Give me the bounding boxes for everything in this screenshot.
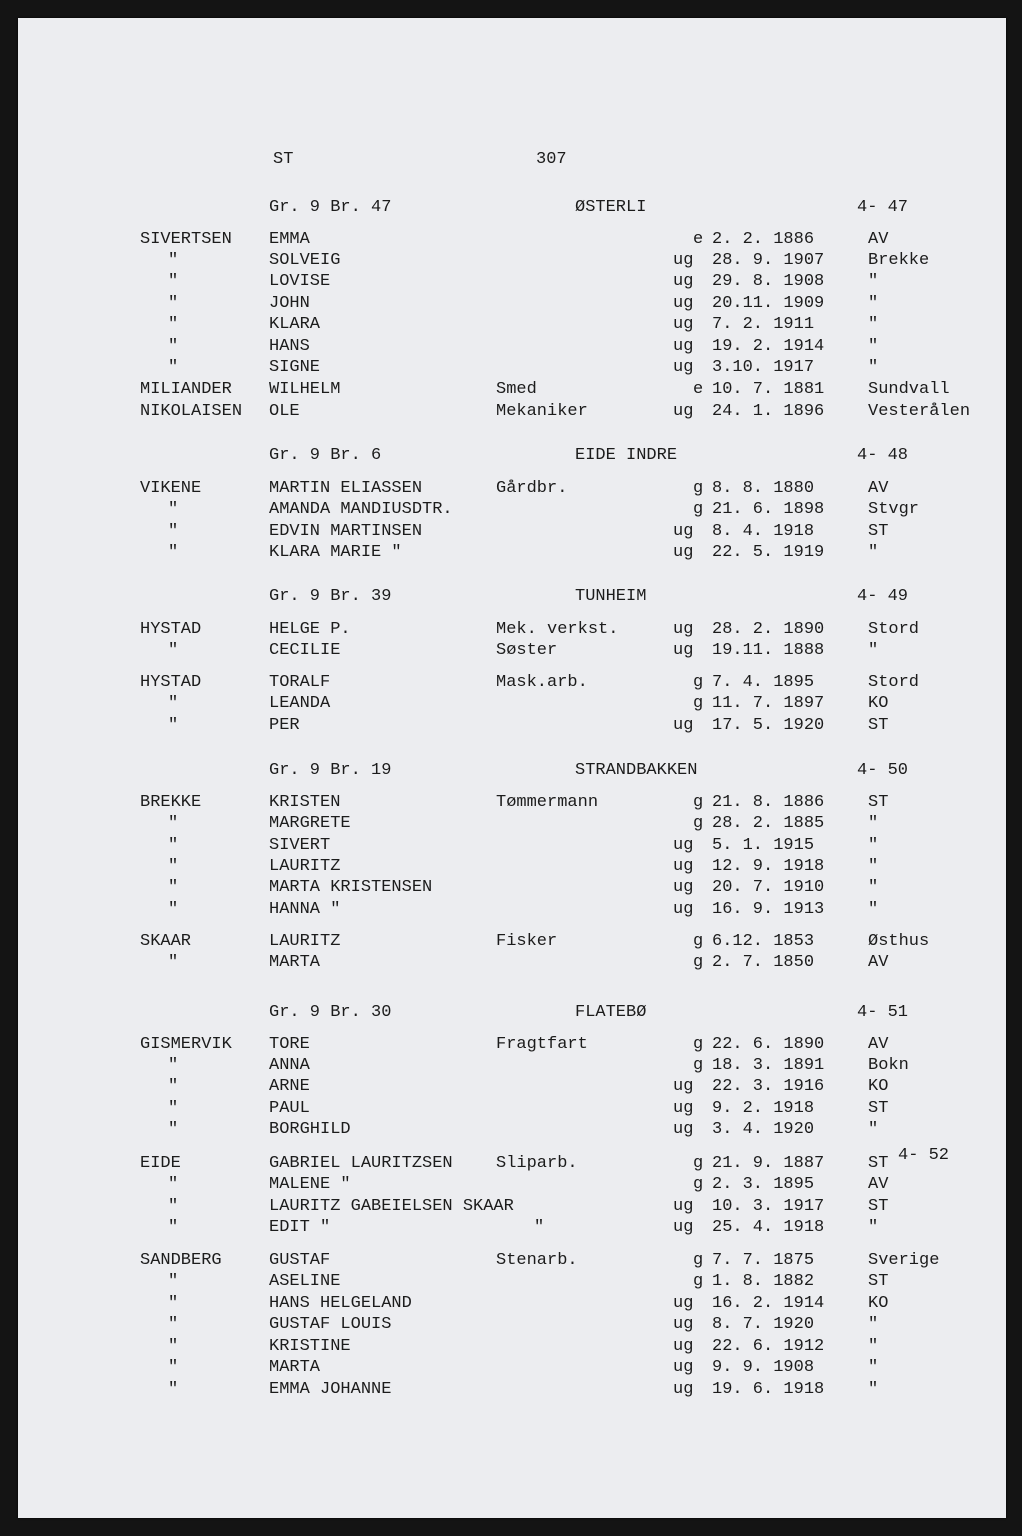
row-marital-status: ug: [673, 878, 694, 897]
row-birth-date: 16. 9. 1913: [712, 900, 825, 919]
row-given-name: EDVIN MARTINSEN: [269, 522, 423, 541]
row-marital-status: ug: [673, 1358, 694, 1377]
row-surname: ": [168, 716, 179, 735]
row-marital-status: g: [693, 479, 704, 498]
row-birthplace: Stord: [868, 620, 920, 639]
row-birthplace: Vesterålen: [868, 402, 971, 421]
row-given-name: GUSTAF LOUIS: [269, 1315, 392, 1334]
row-birth-date: 16. 2. 1914: [712, 1294, 825, 1313]
row-given-name: JOHN: [269, 294, 310, 313]
row-birth-date: 8. 4. 1918: [712, 522, 815, 541]
row-given-name: KRISTINE: [269, 1337, 351, 1356]
row-marital-status: g: [693, 673, 704, 692]
row-marital-status: ug: [673, 641, 694, 660]
row-surname: ": [168, 358, 179, 377]
row-birthplace: KO: [868, 1077, 889, 1096]
row-birthplace: ": [868, 836, 879, 855]
row-birthplace: ": [868, 878, 879, 897]
row-birth-date: 2. 3. 1895: [712, 1175, 815, 1194]
row-birth-date: 29. 8. 1908: [712, 272, 825, 291]
row-birthplace: ": [868, 1315, 879, 1334]
row-birth-date: 3. 4. 1920: [712, 1120, 815, 1139]
section-place-name: TUNHEIM: [575, 587, 647, 606]
row-occupation: Sliparb.: [496, 1154, 578, 1173]
row-marital-status: ug: [673, 272, 694, 291]
row-given-name: MALENE ": [269, 1175, 351, 1194]
row-surname: ": [168, 1380, 179, 1399]
row-marital-status: g: [693, 694, 704, 713]
row-birthplace: Sundvall: [868, 380, 950, 399]
row-surname: SANDBERG: [140, 1251, 222, 1270]
row-given-name: KLARA: [269, 315, 321, 334]
row-birth-date: 8. 7. 1920: [712, 1315, 815, 1334]
row-birth-date: 28. 9. 1907: [712, 251, 825, 270]
row-occupation: Mek. verkst.: [496, 620, 619, 639]
row-occupation: ": [534, 1218, 545, 1237]
row-given-name: SIGNE: [269, 358, 321, 377]
row-birthplace: ": [868, 315, 879, 334]
row-birthplace: ": [868, 337, 879, 356]
row-birth-date: 7. 2. 1911: [712, 315, 815, 334]
row-given-name: LAURITZ GABEIELSEN SKAAR: [269, 1197, 514, 1216]
row-surname: ": [168, 1315, 179, 1334]
row-birthplace: ": [868, 1358, 879, 1377]
row-birthplace: KO: [868, 694, 889, 713]
row-marital-status: ug: [673, 1197, 694, 1216]
row-surname: ": [168, 1099, 179, 1118]
row-birth-date: 21. 8. 1886: [712, 793, 825, 812]
row-given-name: LAURITZ: [269, 857, 341, 876]
row-birth-date: 24. 1. 1896: [712, 402, 825, 421]
section-place-name: ØSTERLI: [575, 198, 647, 217]
row-surname: EIDE: [140, 1154, 181, 1173]
row-birth-date: 10. 7. 1881: [712, 380, 825, 399]
row-birthplace: ": [868, 272, 879, 291]
row-occupation: Søster: [496, 641, 558, 660]
section-group-ref: Gr. 9 Br. 47: [269, 198, 392, 217]
row-surname: ": [168, 1337, 179, 1356]
row-occupation: Gårdbr.: [496, 479, 568, 498]
row-birth-date: 12. 9. 1918: [712, 857, 825, 876]
row-marital-status: g: [693, 1175, 704, 1194]
page-number: 307: [536, 150, 567, 169]
row-birthplace: Bokn: [868, 1056, 909, 1075]
row-marital-status: ug: [673, 1077, 694, 1096]
row-surname: MILIANDER: [140, 380, 232, 399]
row-given-name: PER: [269, 716, 300, 735]
row-occupation: Fragtfart: [496, 1035, 588, 1054]
row-marital-status: e: [693, 380, 704, 399]
row-marital-status: ug: [673, 402, 694, 421]
row-surname: ": [168, 1077, 179, 1096]
row-given-name: EDIT ": [269, 1218, 331, 1237]
row-marital-status: g: [693, 1154, 704, 1173]
row-birthplace: ": [868, 294, 879, 313]
row-given-name: GABRIEL LAURITZSEN: [269, 1154, 453, 1173]
row-surname: ": [168, 836, 179, 855]
row-occupation: Mekaniker: [496, 402, 588, 421]
row-surname: ": [168, 1294, 179, 1313]
row-given-name: LAURITZ: [269, 932, 341, 951]
row-birthplace: ST: [868, 793, 889, 812]
row-occupation: Tømmermann: [496, 793, 599, 812]
row-birthplace: ": [868, 1380, 879, 1399]
row-surname: ": [168, 814, 179, 833]
section-group-ref: Gr. 9 Br. 19: [269, 761, 392, 780]
row-given-name: LEANDA: [269, 694, 331, 713]
row-marital-status: ug: [673, 358, 694, 377]
row-surname: SKAAR: [140, 932, 192, 951]
row-birth-date: 1. 8. 1882: [712, 1272, 815, 1291]
row-birthplace: ST: [868, 1154, 889, 1173]
row-birthplace: ST: [868, 716, 889, 735]
row-birth-date: 22. 6. 1890: [712, 1035, 825, 1054]
row-birth-date: 22. 6. 1912: [712, 1337, 825, 1356]
row-marital-status: ug: [673, 522, 694, 541]
row-occupation: Fisker: [496, 932, 558, 951]
row-marital-status: ug: [673, 620, 694, 639]
row-surname: ": [168, 1175, 179, 1194]
register-listing: [18, 18, 1006, 1518]
row-marital-status: ug: [673, 294, 694, 313]
row-given-name: MARTA KRISTENSEN: [269, 878, 433, 897]
row-birth-date: 11. 7. 1897: [712, 694, 825, 713]
row-given-name: BORGHILD: [269, 1120, 351, 1139]
row-marital-status: ug: [673, 1120, 694, 1139]
row-given-name: CECILIE: [269, 641, 341, 660]
row-given-name: MARTIN ELIASSEN: [269, 479, 423, 498]
row-surname: VIKENE: [140, 479, 202, 498]
row-surname: ": [168, 953, 179, 972]
section-group-ref: Gr. 9 Br. 6: [269, 446, 382, 465]
row-birthplace: ": [868, 814, 879, 833]
row-surname: ": [168, 878, 179, 897]
page-header-left: ST: [273, 150, 294, 169]
section-group-ref: Gr. 9 Br. 30: [269, 1003, 392, 1022]
row-birthplace: Sverige: [868, 1251, 940, 1270]
row-birth-date: 20. 7. 1910: [712, 878, 825, 897]
section-code: 4- 48: [857, 446, 909, 465]
row-given-name: AMANDA MANDIUSDTR.: [269, 500, 453, 519]
row-birth-date: 6.12. 1853: [712, 932, 815, 951]
row-birth-date: 3.10. 1917: [712, 358, 815, 377]
row-marital-status: ug: [673, 315, 694, 334]
row-given-name: HANS HELGELAND: [269, 1294, 412, 1313]
row-marital-status: ug: [673, 1315, 694, 1334]
row-birth-date: 9. 2. 1918: [712, 1099, 815, 1118]
row-marital-status: ug: [673, 1294, 694, 1313]
row-surname: ": [168, 900, 179, 919]
section-group-ref: Gr. 9 Br. 39: [269, 587, 392, 606]
row-given-name: PAUL: [269, 1099, 310, 1118]
row-given-name: TORE: [269, 1035, 310, 1054]
row-birth-date: 28. 2. 1885: [712, 814, 825, 833]
row-surname: BREKKE: [140, 793, 202, 812]
section-place-name: STRANDBAKKEN: [575, 761, 698, 780]
section-code: 4- 50: [857, 761, 909, 780]
row-surname: ": [168, 1218, 179, 1237]
row-surname: ": [168, 522, 179, 541]
row-birthplace: Stord: [868, 673, 920, 692]
row-birth-date: 19. 2. 1914: [712, 337, 825, 356]
row-given-name: WILHELM: [269, 380, 341, 399]
row-surname: ": [168, 641, 179, 660]
section-place-name: EIDE INDRE: [575, 446, 678, 465]
row-given-name: LOVISE: [269, 272, 331, 291]
row-surname: GISMERVIK: [140, 1035, 232, 1054]
row-birthplace: ST: [868, 522, 889, 541]
row-birthplace: ": [868, 641, 879, 660]
row-marital-status: ug: [673, 1099, 694, 1118]
row-birthplace: ": [868, 900, 879, 919]
row-birth-date: 10. 3. 1917: [712, 1197, 825, 1216]
section-place-name: FLATEBØ: [575, 1003, 647, 1022]
row-given-name: KLARA MARIE ": [269, 543, 402, 562]
row-given-name: MARTA: [269, 953, 321, 972]
row-marital-status: ug: [673, 836, 694, 855]
row-birth-date: 5. 1. 1915: [712, 836, 815, 855]
row-birthplace: AV: [868, 1035, 889, 1054]
section-code: 4- 49: [857, 587, 909, 606]
row-given-name: SOLVEIG: [269, 251, 341, 270]
row-birth-date: 2. 2. 1886: [712, 230, 815, 249]
row-birthplace: ": [868, 1218, 879, 1237]
row-birth-date: 8. 8. 1880: [712, 479, 815, 498]
row-surname: ": [168, 251, 179, 270]
row-surname: ": [168, 315, 179, 334]
row-marital-status: g: [693, 1035, 704, 1054]
row-marital-status: ug: [673, 1218, 694, 1237]
row-surname: HYSTAD: [140, 620, 202, 639]
row-surname: ": [168, 337, 179, 356]
document-page: [18, 18, 1006, 1518]
row-marital-status: g: [693, 793, 704, 812]
row-given-name: MARTA: [269, 1358, 321, 1377]
row-birthplace: ST: [868, 1197, 889, 1216]
row-surname: ": [168, 1120, 179, 1139]
row-marital-status: g: [693, 932, 704, 951]
row-birth-date: 28. 2. 1890: [712, 620, 825, 639]
row-birth-date: 7. 4. 1895: [712, 673, 815, 692]
row-birthplace: Østhus: [868, 932, 930, 951]
row-surname: SIVERTSEN: [140, 230, 232, 249]
row-birthplace: AV: [868, 479, 889, 498]
row-surname: ": [168, 694, 179, 713]
row-birthplace: ST: [868, 1272, 889, 1291]
row-birth-date: 18. 3. 1891: [712, 1056, 825, 1075]
row-marital-status: g: [693, 1251, 704, 1270]
row-given-name: EMMA JOHANNE: [269, 1380, 392, 1399]
row-birth-date: 2. 7. 1850: [712, 953, 815, 972]
row-birth-date: 7. 7. 1875: [712, 1251, 815, 1270]
row-given-name: MARGRETE: [269, 814, 351, 833]
row-birth-date: 9. 9. 1908: [712, 1358, 815, 1377]
row-birth-date: 17. 5. 1920: [712, 716, 825, 735]
row-surname: ": [168, 272, 179, 291]
row-marital-status: g: [693, 814, 704, 833]
row-marital-status: ug: [673, 543, 694, 562]
row-marital-status: ug: [673, 251, 694, 270]
row-given-name: GUSTAF: [269, 1251, 331, 1270]
row-marital-status: e: [693, 230, 704, 249]
row-birthplace: ST: [868, 1099, 889, 1118]
row-birth-date: 25. 4. 1918: [712, 1218, 825, 1237]
row-occupation: Mask.arb.: [496, 673, 588, 692]
row-birthplace: AV: [868, 953, 889, 972]
row-given-name: EMMA: [269, 230, 310, 249]
row-birthplace: Stvgr: [868, 500, 920, 519]
row-birth-date: 22. 5. 1919: [712, 543, 825, 562]
row-given-name: KRISTEN: [269, 793, 341, 812]
row-birth-date: 19. 6. 1918: [712, 1380, 825, 1399]
row-given-name: OLE: [269, 402, 300, 421]
row-marital-status: ug: [673, 337, 694, 356]
row-marital-status: g: [693, 1056, 704, 1075]
row-surname: ": [168, 500, 179, 519]
row-birthplace: KO: [868, 1294, 889, 1313]
row-surname: ": [168, 1358, 179, 1377]
row-surname: ": [168, 1272, 179, 1291]
row-surname: HYSTAD: [140, 673, 202, 692]
row-birthplace: AV: [868, 1175, 889, 1194]
row-marital-status: ug: [673, 1380, 694, 1399]
row-birth-date: 20.11. 1909: [712, 294, 825, 313]
row-marital-status: g: [693, 953, 704, 972]
row-marital-status: ug: [673, 857, 694, 876]
row-given-name: HANNA ": [269, 900, 341, 919]
row-birthplace: ": [868, 1337, 879, 1356]
row-surname: ": [168, 1056, 179, 1075]
row-given-name: TORALF: [269, 673, 331, 692]
row-birth-date: 21. 9. 1887: [712, 1154, 825, 1173]
row-surname: ": [168, 294, 179, 313]
row-surname: NIKOLAISEN: [140, 402, 243, 421]
row-surname: ": [168, 1197, 179, 1216]
row-marital-status: ug: [673, 1337, 694, 1356]
row-marital-status: ug: [673, 716, 694, 735]
row-given-name: ANNA: [269, 1056, 310, 1075]
row-birthplace: ": [868, 543, 879, 562]
row-given-name: ASELINE: [269, 1272, 341, 1291]
row-birth-date: 22. 3. 1916: [712, 1077, 825, 1096]
row-birthplace: ": [868, 1120, 879, 1139]
row-birth-date: 21. 6. 1898: [712, 500, 825, 519]
row-birthplace: Brekke: [868, 251, 930, 270]
row-given-name: HANS: [269, 337, 310, 356]
row-given-name: ARNE: [269, 1077, 310, 1096]
row-given-name: SIVERT: [269, 836, 331, 855]
row-marital-status: g: [693, 500, 704, 519]
row-given-name: HELGE P.: [269, 620, 351, 639]
row-birthplace: ": [868, 857, 879, 876]
section-code: 4- 47: [857, 198, 909, 217]
row-surname: ": [168, 857, 179, 876]
row-marital-status: ug: [673, 900, 694, 919]
row-occupation: Smed: [496, 380, 537, 399]
row-birth-date: 19.11. 1888: [712, 641, 825, 660]
row-birthplace: ": [868, 358, 879, 377]
row-occupation: Stenarb.: [496, 1251, 578, 1270]
row-birthplace: AV: [868, 230, 889, 249]
section-code: 4- 51: [857, 1003, 909, 1022]
row-surname: ": [168, 543, 179, 562]
row-section-code: 4- 52: [898, 1146, 950, 1165]
row-marital-status: g: [693, 1272, 704, 1291]
